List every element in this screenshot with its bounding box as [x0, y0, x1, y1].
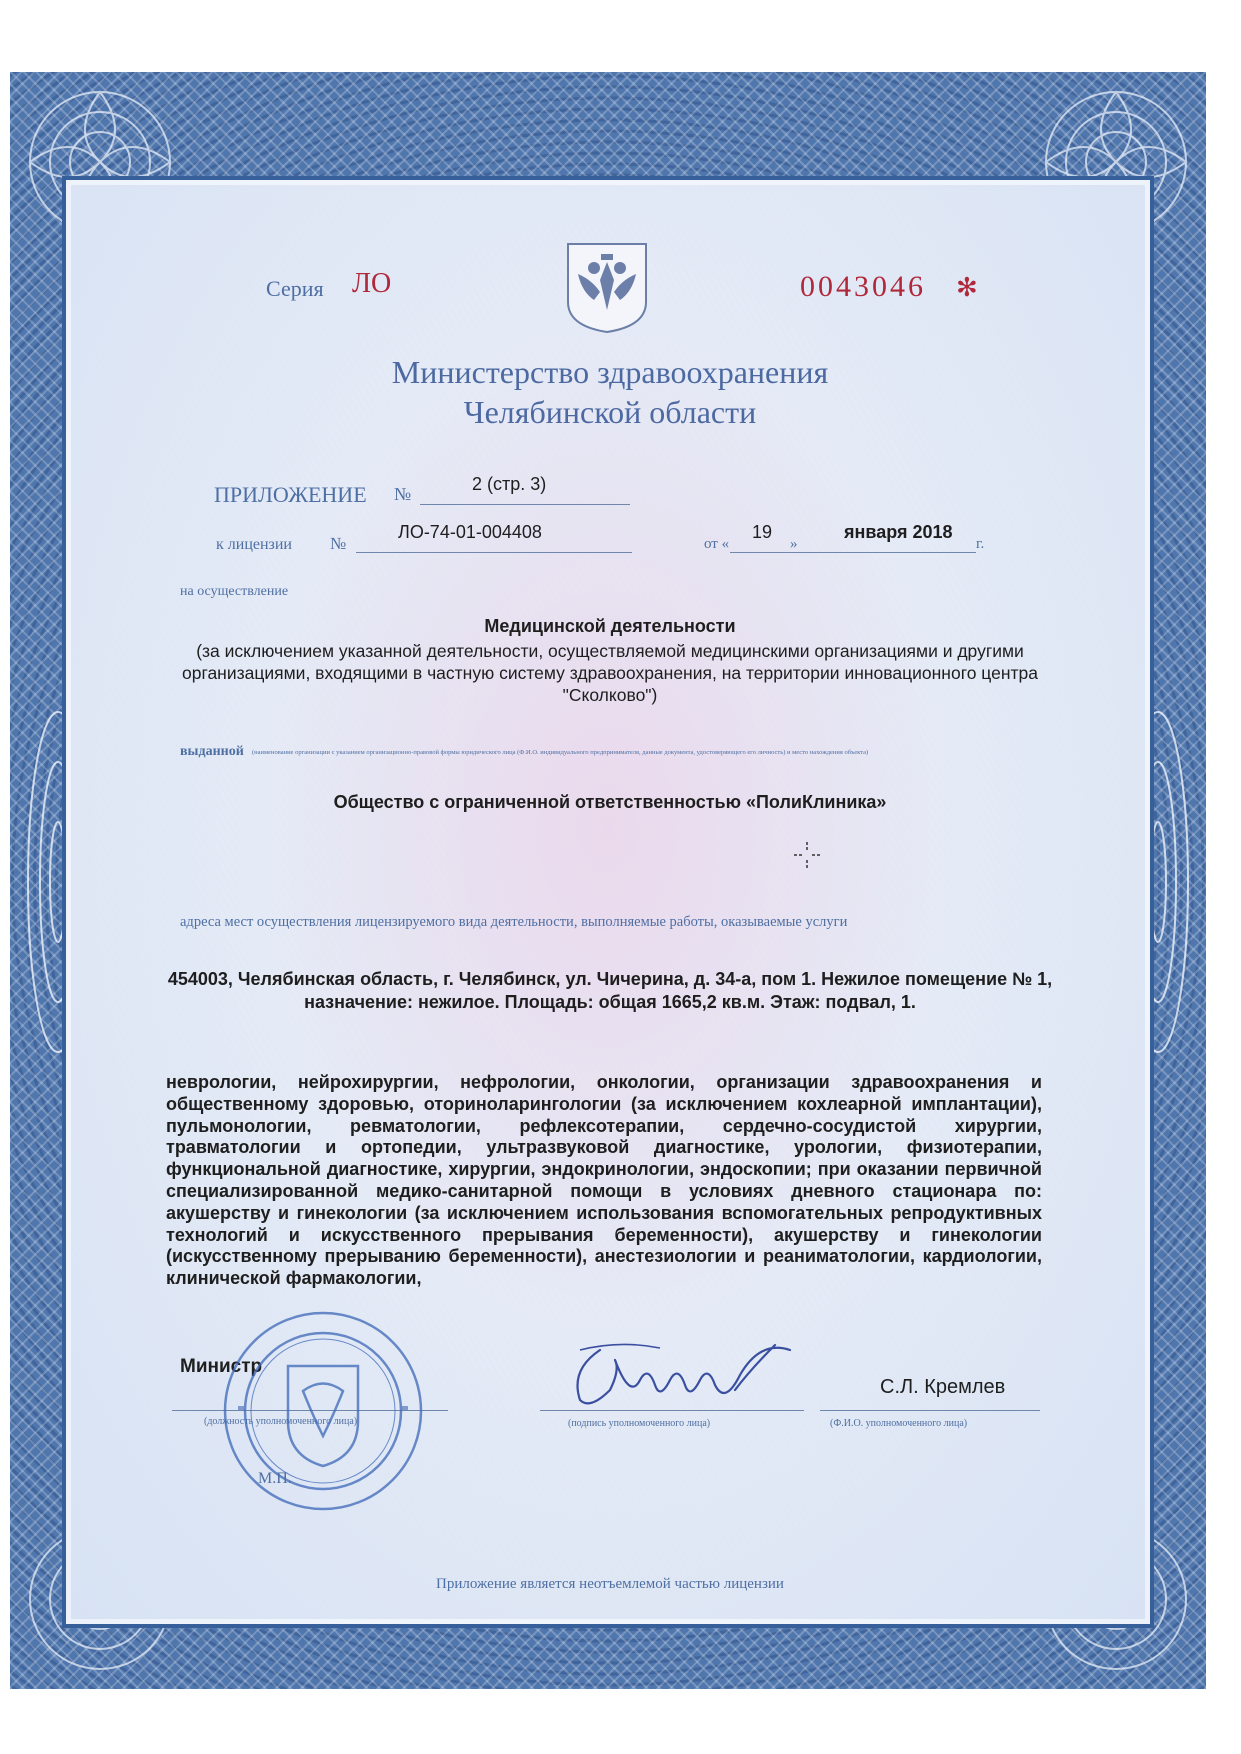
position-hint: (должность уполномоченного лица) [204, 1416, 358, 1427]
handwritten-signature [560, 1330, 820, 1420]
name-hint: (Ф.И.О. уполномоченного лица) [830, 1418, 968, 1429]
license-date-year-suffix: г. [976, 536, 985, 552]
license-date-prefix: от « [704, 536, 730, 552]
serial-mark-icon: ✻ [956, 272, 978, 302]
activity-label: на осуществление [180, 584, 289, 599]
appendix-number: 2 (стр. 3) [472, 474, 547, 494]
address-text: 454003, Челябинская область, г. Челябинск, ул. Чичерина, д. 34-а, пом 1. Нежилое помещение № 1, назначение: нежилое. Площадь: общая 1665,2 кв.м. Этаж: подвал, 1. [167, 969, 1053, 1012]
license-date-month-year: января 2018 [844, 522, 953, 542]
issued-label: выданной [180, 744, 244, 759]
license-number-underline [356, 552, 632, 553]
authority-title [300, 352, 920, 432]
services-text: неврологии, нейрохирургии, нефрологии, онкологии, организации здравоохранения и общественному здоровью, оториноларингологии (за исключением кохлеарной имплантации), пульмонологии, ревматологии, рефлексотерапии, сердечно-сосудистой хирургии, травматологии и ортопедии, ультразвуковой диагностике, урологии, физиотерапии, функциональной диагностике, хирургии, эндокринологии, эндоскопии; при оказании первичной специализированной медико-санитарной помощи в условиях дневного стационара по: акушерству и гинекологии (за исключением использования вспомогательных репродуктивных технологий и искусственного прерывания беременности), акушерству и гинекологии (искусственному прерыванию беременности), анестезиологии и реаниматологии, кардиологии, клинической фармакологии, [166, 1072, 1042, 1289]
footer-note: Приложение является неотъемлемой частью лицензии [436, 1576, 784, 1592]
address-label: адреса мест осуществления лицензируемого вида деятельности, выполняемые работы, оказываемые услуги [180, 914, 848, 930]
coat-of-arms-icon [564, 240, 650, 334]
series-label: Серия [266, 276, 324, 301]
license-number: ЛО-74-01-004408 [398, 522, 542, 542]
crosshair-icon [792, 840, 822, 870]
activity-description: (за исключением указанной деятельности, осуществляемой медицинскими организациями и другими организациями, входящими в частную систему здравоохранения, на территории инновационного центра "Сколково") [181, 641, 1038, 705]
appendix-number-underline [420, 504, 630, 505]
appendix-label: ПРИЛОЖЕНИЕ [214, 482, 367, 507]
name-underline [820, 1410, 1040, 1411]
authority-line-1: Министерство здравоохранения [391, 354, 829, 390]
round-seal [218, 1306, 428, 1516]
signatory-position: Министр [180, 1356, 263, 1377]
issued-hint: (наименование организации с указанием организационно-правовой формы юридического лица (Ф.И.О. индивидуального предпринимателя, данные документа, удостоверяющего его личность) и место нахождения объекта) [252, 749, 869, 756]
signature-hint: (подпись уполномоченного лица) [568, 1418, 711, 1429]
license-date-day: 19 [752, 522, 773, 542]
license-number-sign: № [330, 534, 347, 553]
license-date-underline [730, 552, 976, 553]
authority-line-2: Челябинской области [463, 394, 757, 430]
signatory-name: С.Л. Кремлев [880, 1376, 1006, 1398]
license-serial-number: 0043046 [800, 270, 926, 303]
appendix-number-sign: № [394, 484, 412, 504]
license-label: к лицензии [216, 536, 292, 553]
series-value: ЛО [352, 268, 392, 299]
issued-organization: Общество с ограниченной ответственностью «ПолиКлиника» [333, 792, 887, 812]
license-date-day-close: » [790, 536, 798, 552]
activity-title: Медицинской деятельности [484, 616, 736, 636]
seal-label: М.П. [258, 1470, 292, 1487]
